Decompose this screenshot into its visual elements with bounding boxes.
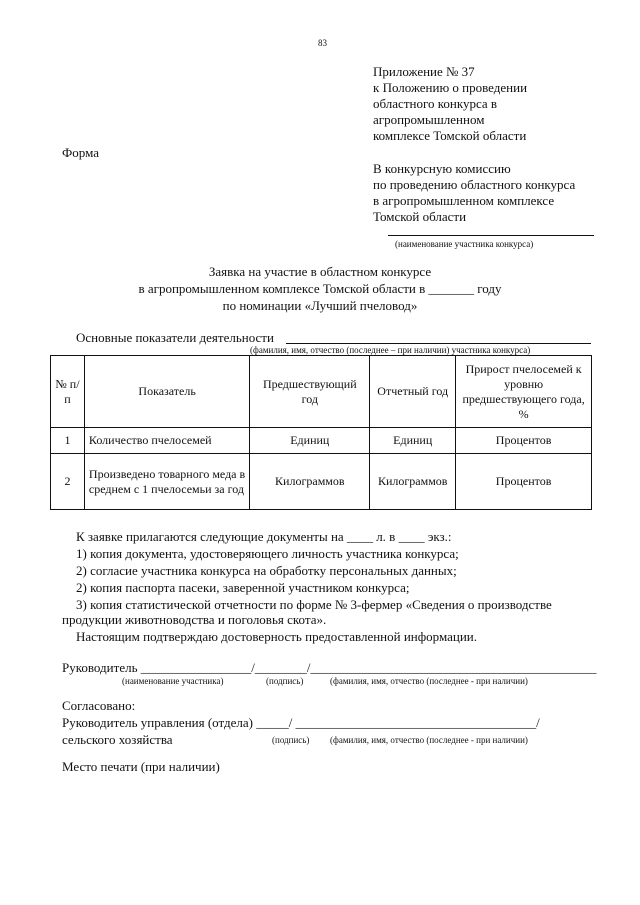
approval-caption-sign: (подпись) xyxy=(272,735,310,745)
table-row xyxy=(51,428,592,454)
participant-name-caption: (наименование участника конкурса) xyxy=(395,239,534,249)
table-row xyxy=(51,454,592,510)
stamp-label: Место печати (при наличии) xyxy=(62,759,220,774)
appendix-line: агропромышленном xyxy=(373,112,485,127)
header-indicator: Показатель xyxy=(84,356,249,428)
approval-line: Руководитель управления (отдела) _____/ _____________________________________/ xyxy=(62,715,540,730)
table-header-row xyxy=(51,356,592,428)
title-line: Заявка на участие в областном конкурсе xyxy=(208,264,432,279)
cell-indicator: Количество пчелосемей xyxy=(84,428,249,454)
header-reporting-year: Отчетный год xyxy=(370,356,456,428)
cell-growth: Процентов xyxy=(456,454,592,510)
signature-line: Руководитель _________________/________/____________________________________________ xyxy=(62,660,597,675)
indicators-table xyxy=(50,355,592,510)
signature-caption-fio: (фамилия, имя, отчество (последнее - при наличии) xyxy=(330,676,528,686)
header-growth: Прирост пчелосемей к уровню предшествующего года, % xyxy=(456,356,592,428)
signature-caption-name: (наименование участника) xyxy=(122,676,224,686)
form-label: Форма xyxy=(62,145,99,160)
addressee-line: В конкурсную комиссию xyxy=(373,161,511,176)
documents-item: 1) копия документа, удостоверяющего личность участника конкурса; xyxy=(76,546,459,561)
header-number: № п/п xyxy=(51,356,85,428)
appendix-line: областного конкурса в xyxy=(373,96,498,111)
documents-intro: К заявке прилагаются следующие документы на ____ л. в ____ экз.: xyxy=(76,529,452,544)
approval-caption-fio: (фамилия, имя, отчество (последнее - при наличии) xyxy=(330,735,528,745)
participant-name-line xyxy=(388,235,594,236)
confirmation-text: Настоящим подтверждаю достоверность предоставленной информации. xyxy=(76,629,478,644)
approval-heading: Согласовано: xyxy=(62,698,136,713)
header-previous-year: Предшествующий год xyxy=(250,356,370,428)
cell-reporting-year: Килограммов xyxy=(370,454,456,510)
title-line: по номинации «Лучший пчеловод» xyxy=(222,298,418,313)
cell-reporting-year: Единиц xyxy=(370,428,456,454)
addressee-line: в агропромышленном комплексе xyxy=(373,193,555,208)
indicators-label: Основные показатели деятельности xyxy=(76,330,274,345)
cell-number: 2 xyxy=(51,454,85,510)
cell-growth: Процентов xyxy=(456,428,592,454)
cell-indicator: Произведено товарного меда в среднем с 1 пчелосемьи за год xyxy=(84,454,249,510)
approval-line: сельского хозяйства xyxy=(62,732,173,747)
appendix-line: Приложение № 37 xyxy=(373,64,475,79)
indicators-fill-line xyxy=(286,343,591,344)
addressee-line: Томской области xyxy=(373,209,467,224)
title-line: в агропромышленном комплексе Томской области в _______ году xyxy=(138,281,502,296)
appendix-line: комплексе Томской области xyxy=(373,128,527,143)
signature-caption-sign: (подпись) xyxy=(266,676,304,686)
appendix-line: к Положению о проведении xyxy=(373,80,528,95)
cell-previous-year: Килограммов xyxy=(250,454,370,510)
addressee-line: по проведению областного конкурса xyxy=(373,177,576,192)
documents-item: продукции животноводства и поголовья скота». xyxy=(62,612,327,627)
cell-previous-year: Единиц xyxy=(250,428,370,454)
documents-item: 2) согласие участника конкурса на обработку персональных данных; xyxy=(76,563,457,578)
documents-item: 3) копия статистической отчетности по форме № 3-фермер «Сведения о производстве xyxy=(76,597,552,612)
indicators-caption: (фамилия, имя, отчество (последнее – при наличии) участника конкурса) xyxy=(250,345,531,355)
page-number: 83 xyxy=(318,38,327,48)
cell-number: 1 xyxy=(51,428,85,454)
documents-item: 2) копия паспорта пасеки, заверенной участником конкурса; xyxy=(76,580,410,595)
